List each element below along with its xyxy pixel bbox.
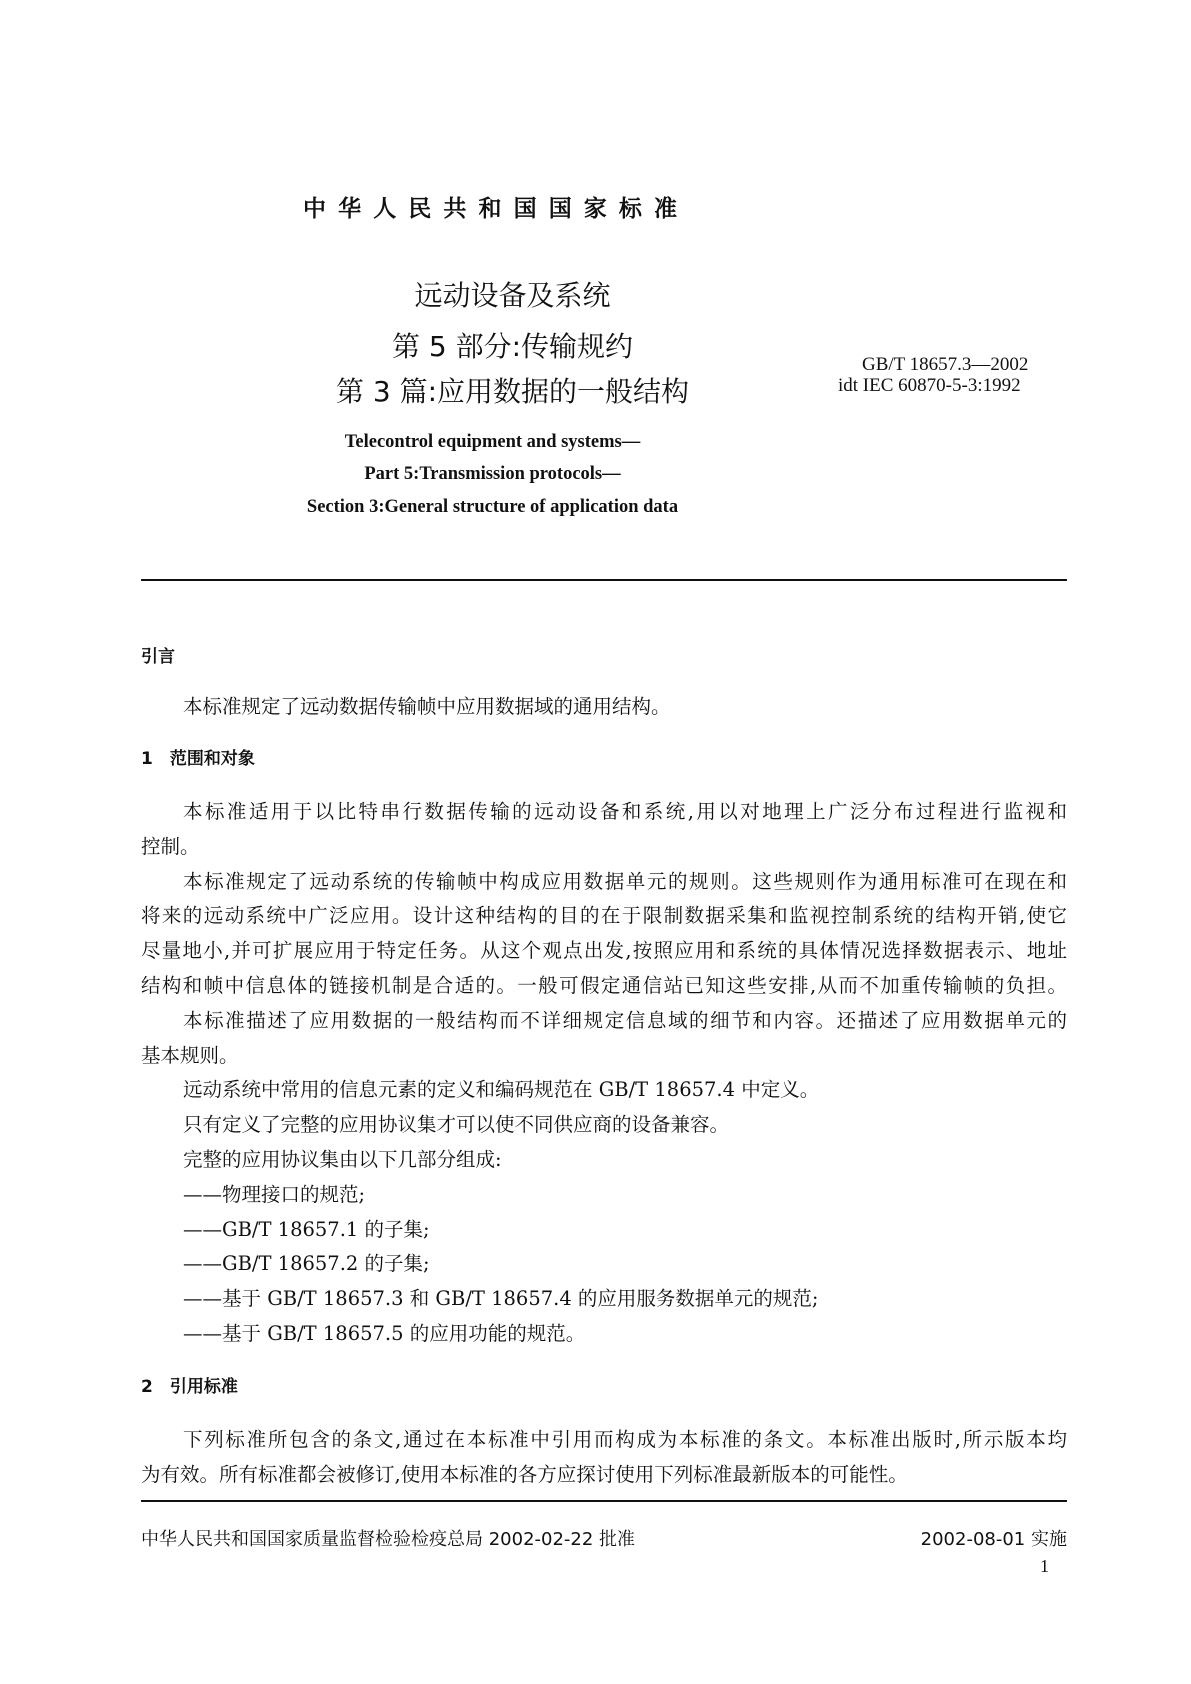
- section-1-heading: 1 范围和对象: [141, 749, 255, 769]
- intro-heading: 引言: [141, 647, 175, 667]
- paragraph-line: ——GB/T 18657.2 的子集;: [183, 1252, 430, 1276]
- paragraph-line: ——基于 GB/T 18657.5 的应用功能的规范。: [183, 1322, 586, 1345]
- paragraph-line: 尽量地小,并可扩展应用于特定任务。从这个观点出发,按照应用和系统的具体情况选择数据表示、地址: [141, 939, 1067, 963]
- approval-text: 中华人民共和国国家质量监督检验检疫总局 2002-02-22 批准: [141, 1529, 636, 1550]
- paragraph-line: 本标准规定了远动系统的传输帧中构成应用数据单元的规则。这些规则作为通用标准可在现在和: [183, 869, 1067, 893]
- national-standard-heading: 中华人民共和国国家标准: [303, 196, 677, 222]
- title-cn-line-3: 第 3 篇:应用数据的一般结构: [335, 375, 690, 408]
- footer-divider: [141, 1500, 1067, 1502]
- paragraph-line: 下列标准所包含的条文,通过在本标准中引用而构成为本标准的条文。本标准出版时,所示版本均: [183, 1428, 1067, 1451]
- paragraph-line: ——物理接口的规范;: [183, 1182, 366, 1206]
- title-en-line-3: Section 3:General structure of application data: [306, 497, 679, 517]
- paragraph-line: 只有定义了完整的应用协议集才可以使不同供应商的设备兼容。: [183, 1113, 730, 1137]
- paragraph-line: 基本规则。: [141, 1043, 239, 1067]
- page-number: 1: [1040, 1556, 1049, 1576]
- paragraph-line: 为有效。所有标准都会被修订,使用本标准的各方应探讨使用下列标准最新版本的可能性。: [141, 1463, 908, 1486]
- paragraph-line: 本标准描述了应用数据的一般结构而不详细规定信息域的细节和内容。还描述了应用数据单元的: [183, 1008, 1067, 1032]
- title-en-line-1: Telecontrol equipment and systems—: [344, 432, 641, 452]
- paragraph-line: ——GB/T 18657.1 的子集;: [183, 1217, 430, 1241]
- paragraph-line: 结构和帧中信息体的链接机制是合适的。一般可假定通信站已知这些安排,从而不加重传输帧的负担。: [141, 974, 1067, 997]
- effective-date: 2002-08-01 实施: [920, 1529, 1067, 1550]
- paragraph-line: 控制。: [141, 834, 200, 858]
- paragraph-line: 完整的应用协议集由以下几部分组成:: [183, 1148, 502, 1171]
- paragraph-line: ——基于 GB/T 18657.3 和 GB/T 18657.4 的应用服务数据单元的规范;: [183, 1287, 819, 1311]
- standard-code: GB/T 18657.3—2002: [862, 354, 1029, 375]
- idt-code: idt IEC 60870-5-3:1992: [838, 375, 1021, 396]
- paragraph-line: 将来的远动系统中广泛应用。设计这种结构的目的在于限制数据采集和监视控制系统的结构开销,使它: [141, 904, 1067, 928]
- header-divider: [141, 579, 1067, 581]
- title-cn-line-2: 第 5 部分:传输规约: [391, 330, 634, 363]
- title-cn-line-1: 远动设备及系统: [414, 279, 611, 312]
- title-en-line-2: Part 5:Transmission protocols—: [364, 464, 621, 484]
- paragraph-line: 远动系统中常用的信息元素的定义和编码规范在 GB/T 18657.4 中定义。: [183, 1078, 820, 1102]
- section-2-heading: 2 引用标准: [141, 1377, 238, 1397]
- paragraph-line: 本标准适用于以比特串行数据传输的远动设备和系统,用以对地理上广泛分布过程进行监视和: [183, 800, 1067, 823]
- paragraph-line: 本标准规定了远动数据传输帧中应用数据域的通用结构。: [183, 695, 671, 718]
